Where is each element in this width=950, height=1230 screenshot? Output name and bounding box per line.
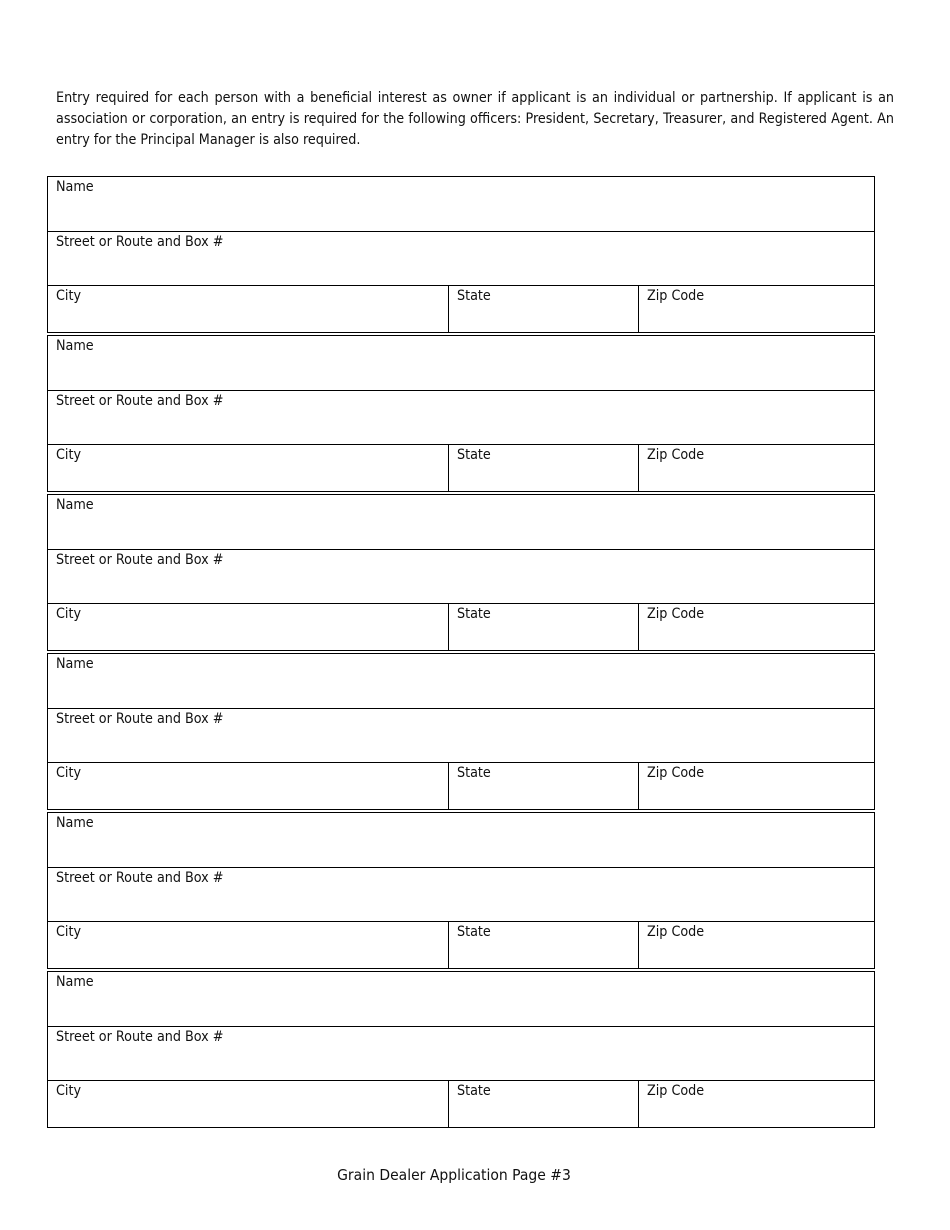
street-label: Street or Route and Box # <box>56 552 224 568</box>
city-field[interactable] <box>48 286 449 332</box>
state-field[interactable] <box>449 445 639 491</box>
city-label: City <box>56 1083 82 1099</box>
street-label: Street or Route and Box # <box>56 1029 224 1045</box>
name-field[interactable] <box>48 336 874 390</box>
name-field[interactable] <box>48 813 874 867</box>
city-field[interactable] <box>48 763 449 809</box>
city-field[interactable] <box>48 604 449 650</box>
state-field[interactable] <box>449 286 639 332</box>
city-field[interactable] <box>48 445 449 491</box>
instructions-paragraph: Entry required for each person with a beneficial interest as owner if applicant is an individual or partnership. If applicant is an association or corporation, an entry is required for the following officers: President, Secretary, Treasurer, and Registered Agent. An entry for the Principal Manager is also required. <box>56 90 894 148</box>
street-label: Street or Route and Box # <box>56 870 224 886</box>
owner-entry <box>47 335 875 492</box>
owner-entry <box>47 494 875 651</box>
name-label: Name <box>56 656 94 672</box>
zip-field[interactable] <box>639 445 874 491</box>
zip-label: Zip Code <box>647 606 705 622</box>
city-field[interactable] <box>48 922 449 968</box>
owner-entry <box>47 812 875 969</box>
state-label: State <box>457 924 491 940</box>
zip-label: Zip Code <box>647 1083 705 1099</box>
owner-entry <box>47 971 875 1128</box>
name-field[interactable] <box>48 972 874 1026</box>
street-field[interactable] <box>48 868 874 921</box>
state-field[interactable] <box>449 922 639 968</box>
name-label: Name <box>56 179 94 195</box>
city-label: City <box>56 924 82 940</box>
zip-field[interactable] <box>639 604 874 650</box>
city-label: City <box>56 765 82 781</box>
zip-field[interactable] <box>639 1081 874 1127</box>
city-label: City <box>56 606 82 622</box>
zip-field[interactable] <box>639 286 874 332</box>
street-field[interactable] <box>48 709 874 762</box>
street-label: Street or Route and Box # <box>56 393 224 409</box>
name-label: Name <box>56 338 94 354</box>
state-label: State <box>457 765 491 781</box>
street-label: Street or Route and Box # <box>56 711 224 727</box>
name-label: Name <box>56 497 94 513</box>
zip-label: Zip Code <box>647 765 705 781</box>
name-field[interactable] <box>48 654 874 708</box>
state-field[interactable] <box>449 763 639 809</box>
street-field[interactable] <box>48 550 874 603</box>
owner-entry <box>47 653 875 810</box>
name-label: Name <box>56 974 94 990</box>
street-field[interactable] <box>48 232 874 285</box>
state-label: State <box>457 288 491 304</box>
state-field[interactable] <box>449 604 639 650</box>
name-field[interactable] <box>48 177 874 231</box>
page-footer: Grain Dealer Application Page #3 <box>337 1166 571 1184</box>
state-label: State <box>457 447 491 463</box>
zip-label: Zip Code <box>647 447 705 463</box>
zip-field[interactable] <box>639 922 874 968</box>
state-field[interactable] <box>449 1081 639 1127</box>
owner-entry <box>47 176 875 333</box>
name-field[interactable] <box>48 495 874 549</box>
owner-entries-form <box>47 176 875 1130</box>
street-field[interactable] <box>48 391 874 444</box>
street-field[interactable] <box>48 1027 874 1080</box>
name-label: Name <box>56 815 94 831</box>
city-field[interactable] <box>48 1081 449 1127</box>
zip-label: Zip Code <box>647 924 705 940</box>
state-label: State <box>457 606 491 622</box>
zip-label: Zip Code <box>647 288 705 304</box>
zip-field[interactable] <box>639 763 874 809</box>
city-label: City <box>56 288 82 304</box>
street-label: Street or Route and Box # <box>56 234 224 250</box>
state-label: State <box>457 1083 491 1099</box>
city-label: City <box>56 447 82 463</box>
